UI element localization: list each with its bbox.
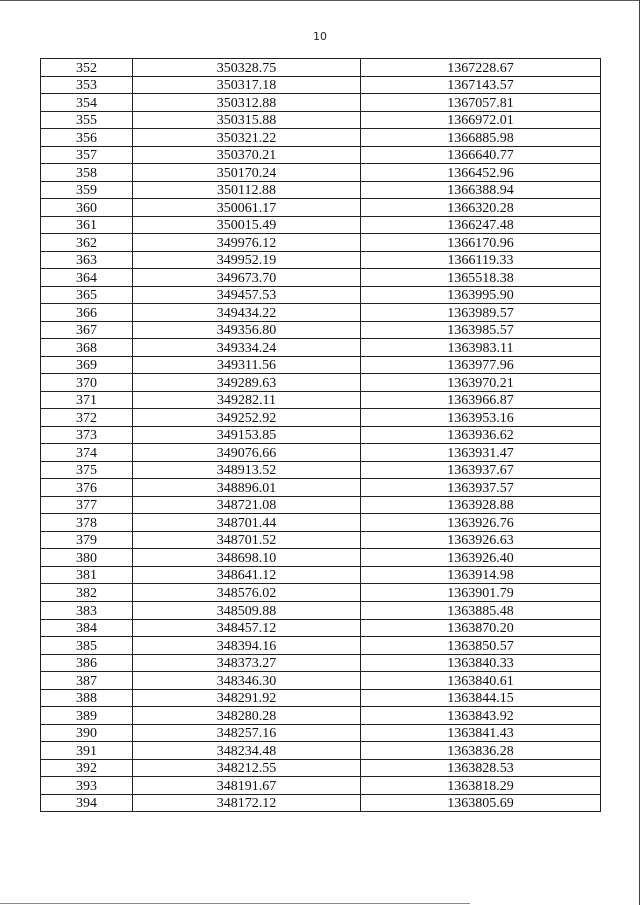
x-coordinate-cell: 348457.12 <box>133 619 361 637</box>
x-coordinate-cell: 349311.56 <box>133 356 361 374</box>
y-coordinate-cell: 1366170.96 <box>361 234 601 252</box>
y-coordinate-cell: 1363989.57 <box>361 304 601 322</box>
point-number-cell: 376 <box>41 479 133 497</box>
y-coordinate-cell: 1363926.76 <box>361 514 601 532</box>
y-coordinate-cell: 1363995.90 <box>361 286 601 304</box>
table-row <box>41 321 601 339</box>
x-coordinate-cell: 350321.22 <box>133 129 361 147</box>
y-coordinate-cell: 1363926.63 <box>361 531 601 549</box>
y-coordinate-cell: 1366119.33 <box>361 251 601 269</box>
x-coordinate-cell: 350015.49 <box>133 216 361 234</box>
x-coordinate-cell: 348291.92 <box>133 689 361 707</box>
table-row <box>41 216 601 234</box>
y-coordinate-cell: 1366452.96 <box>361 164 601 182</box>
point-number-cell: 363 <box>41 251 133 269</box>
x-coordinate-cell: 349153.85 <box>133 426 361 444</box>
x-coordinate-cell: 348373.27 <box>133 654 361 672</box>
x-coordinate-cell: 348212.55 <box>133 759 361 777</box>
y-coordinate-cell: 1363937.67 <box>361 461 601 479</box>
table-row <box>41 391 601 409</box>
point-number-cell: 388 <box>41 689 133 707</box>
coordinates-table-body <box>41 59 601 812</box>
x-coordinate-cell: 348394.16 <box>133 637 361 655</box>
y-coordinate-cell: 1363901.79 <box>361 584 601 602</box>
x-coordinate-cell: 348234.48 <box>133 742 361 760</box>
table-row <box>41 426 601 444</box>
table-row <box>41 269 601 287</box>
x-coordinate-cell: 349356.80 <box>133 321 361 339</box>
table-row <box>41 759 601 777</box>
x-coordinate-cell: 350061.17 <box>133 199 361 217</box>
point-number-cell: 354 <box>41 94 133 112</box>
y-coordinate-cell: 1363885.48 <box>361 601 601 619</box>
x-coordinate-cell: 350315.88 <box>133 111 361 129</box>
point-number-cell: 373 <box>41 426 133 444</box>
point-number-cell: 367 <box>41 321 133 339</box>
x-coordinate-cell: 348896.01 <box>133 479 361 497</box>
y-coordinate-cell: 1363841.43 <box>361 724 601 742</box>
x-coordinate-cell: 348701.52 <box>133 531 361 549</box>
point-number-cell: 372 <box>41 409 133 427</box>
point-number-cell: 374 <box>41 444 133 462</box>
y-coordinate-cell: 1366247.48 <box>361 216 601 234</box>
y-coordinate-cell: 1363966.87 <box>361 391 601 409</box>
table-row <box>41 496 601 514</box>
y-coordinate-cell: 1363928.88 <box>361 496 601 514</box>
point-number-cell: 392 <box>41 759 133 777</box>
table-row <box>41 637 601 655</box>
point-number-cell: 393 <box>41 777 133 795</box>
x-coordinate-cell: 349334.24 <box>133 339 361 357</box>
point-number-cell: 379 <box>41 531 133 549</box>
y-coordinate-cell: 1363936.62 <box>361 426 601 444</box>
y-coordinate-cell: 1363953.16 <box>361 409 601 427</box>
x-coordinate-cell: 350170.24 <box>133 164 361 182</box>
y-coordinate-cell: 1365518.38 <box>361 269 601 287</box>
y-coordinate-cell: 1363840.33 <box>361 654 601 672</box>
x-coordinate-cell: 349076.66 <box>133 444 361 462</box>
y-coordinate-cell: 1363844.15 <box>361 689 601 707</box>
page-top-edge <box>0 0 640 1</box>
x-coordinate-cell: 349252.92 <box>133 409 361 427</box>
y-coordinate-cell: 1363840.61 <box>361 672 601 690</box>
table-row <box>41 181 601 199</box>
table-row <box>41 654 601 672</box>
y-coordinate-cell: 1367057.81 <box>361 94 601 112</box>
table-row <box>41 111 601 129</box>
table-row <box>41 689 601 707</box>
table-row <box>41 724 601 742</box>
y-coordinate-cell: 1366640.77 <box>361 146 601 164</box>
table-row <box>41 566 601 584</box>
x-coordinate-cell: 350112.88 <box>133 181 361 199</box>
x-coordinate-cell: 348172.12 <box>133 794 361 812</box>
y-coordinate-cell: 1363914.98 <box>361 566 601 584</box>
table-row <box>41 59 601 77</box>
y-coordinate-cell: 1363985.57 <box>361 321 601 339</box>
page-number: 10 <box>313 30 327 43</box>
x-coordinate-cell: 349434.22 <box>133 304 361 322</box>
table-row <box>41 479 601 497</box>
x-coordinate-cell: 348346.30 <box>133 672 361 690</box>
table-row <box>41 234 601 252</box>
point-number-cell: 368 <box>41 339 133 357</box>
x-coordinate-cell: 348698.10 <box>133 549 361 567</box>
coordinates-table <box>40 58 601 812</box>
x-coordinate-cell: 348280.28 <box>133 707 361 725</box>
table-row <box>41 94 601 112</box>
table-row <box>41 531 601 549</box>
y-coordinate-cell: 1363836.28 <box>361 742 601 760</box>
point-number-cell: 360 <box>41 199 133 217</box>
table-row <box>41 409 601 427</box>
point-number-cell: 385 <box>41 637 133 655</box>
x-coordinate-cell: 348701.44 <box>133 514 361 532</box>
x-coordinate-cell: 350328.75 <box>133 59 361 77</box>
y-coordinate-cell: 1363828.53 <box>361 759 601 777</box>
point-number-cell: 357 <box>41 146 133 164</box>
table-row <box>41 619 601 637</box>
y-coordinate-cell: 1366388.94 <box>361 181 601 199</box>
point-number-cell: 365 <box>41 286 133 304</box>
point-number-cell: 366 <box>41 304 133 322</box>
table-row <box>41 672 601 690</box>
point-number-cell: 371 <box>41 391 133 409</box>
point-number-cell: 377 <box>41 496 133 514</box>
y-coordinate-cell: 1363805.69 <box>361 794 601 812</box>
y-coordinate-cell: 1363937.57 <box>361 479 601 497</box>
table-row <box>41 794 601 812</box>
point-number-cell: 369 <box>41 356 133 374</box>
point-number-cell: 370 <box>41 374 133 392</box>
x-coordinate-cell: 348191.67 <box>133 777 361 795</box>
table-row <box>41 251 601 269</box>
y-coordinate-cell: 1363850.57 <box>361 637 601 655</box>
x-coordinate-cell: 349282.11 <box>133 391 361 409</box>
y-coordinate-cell: 1363931.47 <box>361 444 601 462</box>
table-row <box>41 374 601 392</box>
y-coordinate-cell: 1366972.01 <box>361 111 601 129</box>
table-row <box>41 514 601 532</box>
point-number-cell: 394 <box>41 794 133 812</box>
x-coordinate-cell: 348913.52 <box>133 461 361 479</box>
x-coordinate-cell: 349673.70 <box>133 269 361 287</box>
x-coordinate-cell: 348257.16 <box>133 724 361 742</box>
x-coordinate-cell: 348641.12 <box>133 566 361 584</box>
y-coordinate-cell: 1363818.29 <box>361 777 601 795</box>
point-number-cell: 361 <box>41 216 133 234</box>
table-row <box>41 146 601 164</box>
x-coordinate-cell: 349457.53 <box>133 286 361 304</box>
point-number-cell: 386 <box>41 654 133 672</box>
x-coordinate-cell: 348576.02 <box>133 584 361 602</box>
y-coordinate-cell: 1367143.57 <box>361 76 601 94</box>
x-coordinate-cell: 350312.88 <box>133 94 361 112</box>
point-number-cell: 375 <box>41 461 133 479</box>
point-number-cell: 352 <box>41 59 133 77</box>
x-coordinate-cell: 350317.18 <box>133 76 361 94</box>
y-coordinate-cell: 1363926.40 <box>361 549 601 567</box>
x-coordinate-cell: 349289.63 <box>133 374 361 392</box>
table-row <box>41 199 601 217</box>
table-row <box>41 304 601 322</box>
point-number-cell: 381 <box>41 566 133 584</box>
x-coordinate-cell: 348509.88 <box>133 601 361 619</box>
point-number-cell: 383 <box>41 601 133 619</box>
point-number-cell: 358 <box>41 164 133 182</box>
table-row <box>41 461 601 479</box>
point-number-cell: 387 <box>41 672 133 690</box>
y-coordinate-cell: 1363983.11 <box>361 339 601 357</box>
y-coordinate-cell: 1363977.96 <box>361 356 601 374</box>
y-coordinate-cell: 1363843.92 <box>361 707 601 725</box>
point-number-cell: 380 <box>41 549 133 567</box>
table-row <box>41 777 601 795</box>
table-row <box>41 164 601 182</box>
table-row <box>41 129 601 147</box>
table-row <box>41 742 601 760</box>
table-row <box>41 286 601 304</box>
point-number-cell: 364 <box>41 269 133 287</box>
point-number-cell: 355 <box>41 111 133 129</box>
point-number-cell: 390 <box>41 724 133 742</box>
table-row <box>41 584 601 602</box>
table-row <box>41 76 601 94</box>
table-row <box>41 356 601 374</box>
point-number-cell: 391 <box>41 742 133 760</box>
point-number-cell: 356 <box>41 129 133 147</box>
table-row <box>41 339 601 357</box>
x-coordinate-cell: 350370.21 <box>133 146 361 164</box>
table-row <box>41 549 601 567</box>
y-coordinate-cell: 1363970.21 <box>361 374 601 392</box>
table-row <box>41 444 601 462</box>
table-row <box>41 707 601 725</box>
point-number-cell: 382 <box>41 584 133 602</box>
y-coordinate-cell: 1366320.28 <box>361 199 601 217</box>
point-number-cell: 353 <box>41 76 133 94</box>
y-coordinate-cell: 1363870.20 <box>361 619 601 637</box>
point-number-cell: 384 <box>41 619 133 637</box>
x-coordinate-cell: 349976.12 <box>133 234 361 252</box>
point-number-cell: 359 <box>41 181 133 199</box>
x-coordinate-cell: 348721.08 <box>133 496 361 514</box>
x-coordinate-cell: 349952.19 <box>133 251 361 269</box>
point-number-cell: 378 <box>41 514 133 532</box>
y-coordinate-cell: 1366885.98 <box>361 129 601 147</box>
table-row <box>41 601 601 619</box>
point-number-cell: 362 <box>41 234 133 252</box>
point-number-cell: 389 <box>41 707 133 725</box>
y-coordinate-cell: 1367228.67 <box>361 59 601 77</box>
page-bottom-edge <box>0 903 470 904</box>
